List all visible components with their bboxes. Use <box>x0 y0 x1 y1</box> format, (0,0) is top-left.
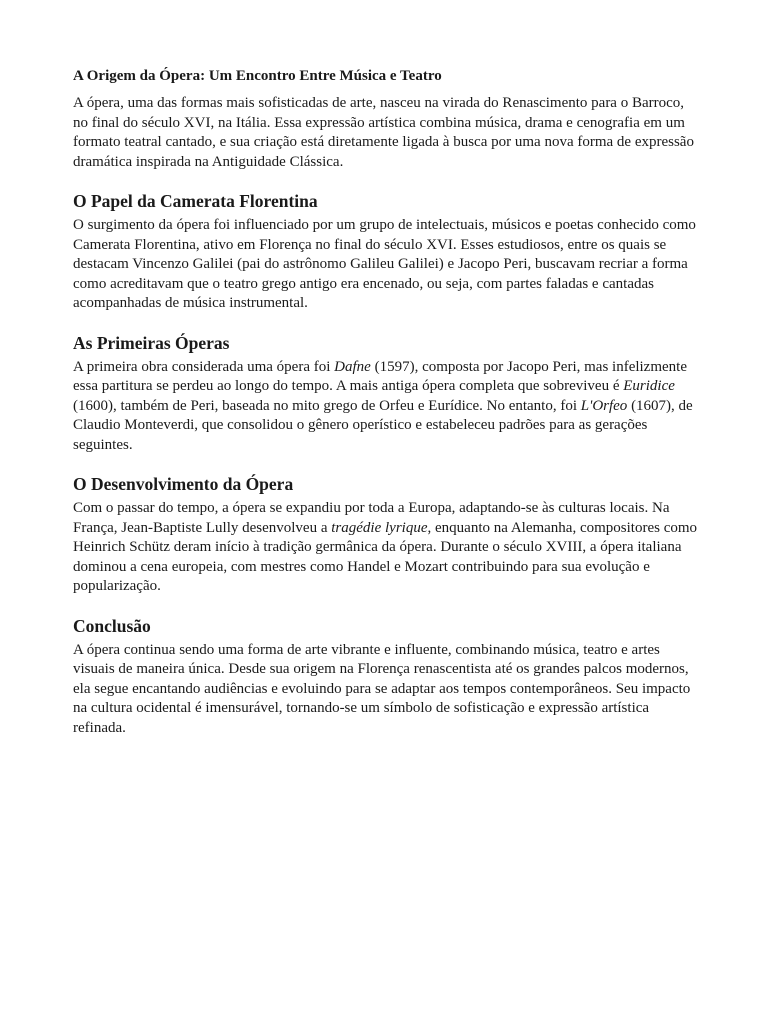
section-heading-conclusao: Conclusão <box>73 615 151 636</box>
genre-tragedie-lyrique: tragédie lyrique <box>331 519 428 536</box>
text-run: A primeira obra considerada uma ópera foi <box>73 358 335 375</box>
text-run: , enquanto na Alemanha, compositores como Heinrich Schütz deram início à tradição germânica da ópera. Durante o século XVIII, a ópera italiana dominou a cena europeia, com mestres como Handel e Mozart contribuindo para sua evolução e popularização. <box>73 519 698 594</box>
intro-paragraph: A ópera, uma das formas mais sofisticadas de arte, nasceu na virada do Renascimento para o Barroco, no final do século XVI, na Itália. Essa expressão artística combina música, drama e cenografia em um formato teatral cantado, e sua criação está diretamente ligada à busca por uma nova forma de expressão dramática inspirada na Antiguidade Clássica. <box>73 95 694 170</box>
section-body-desenvolvimento <box>73 499 698 597</box>
section-heading-desenvolvimento: O Desenvolvimento da Ópera <box>73 474 294 494</box>
text-run: (1597), composta por Jacopo Peri, mas infelizmente essa partitura se perdeu ao longo do tempo. A mais antiga ópera completa que sobreviveu é <box>73 358 687 394</box>
document-title: A Origem da Ópera: Um Encontro Entre Música e Teatro <box>73 68 442 84</box>
section-body-camerata: O surgimento da ópera foi influenciado por um grupo de intelectuais, músicos e poetas conhecido como Camerata Florentina, ativo em Florença no final do século XVI. Esses estudiosos, entre os quais se destacam Vincenzo Galilei (pai do astrônomo Galileu Galilei) e Jacopo Peri, buscavam recriar a forma como acreditavam que o teatro grego antigo era encenado, ou seja, com partes faladas e cantadas acompanhadas de música instrumental. <box>73 217 696 311</box>
text-run: (1600), também de Peri, baseada no mito grego de Orfeu e Eurídice. No entanto, foi <box>73 397 581 414</box>
section-body-primeiras-operas <box>73 358 698 456</box>
text-run: (1607), de Claudio Monteverdi, que consolidou o gênero operístico e estabeleceu padrões para as gerações seguintes. <box>73 397 693 453</box>
opera-title-dafne: Dafne <box>334 358 371 375</box>
opera-title-lorfeo: L'Orfeo <box>580 397 628 414</box>
opera-title-euridice: Euridice <box>623 378 675 394</box>
text-run: Com o passar do tempo, a ópera se expandiu por toda a Europa, adaptando-se às culturas locais. Na França, Jean-Baptiste Lully desenvolveu a <box>73 500 670 536</box>
section-heading-camerata: O Papel da Camerata Florentina <box>73 191 318 211</box>
document-page <box>73 66 698 738</box>
section-heading-primeiras-operas: As Primeiras Óperas <box>73 332 230 353</box>
section-body-conclusao: A ópera continua sendo uma forma de arte vibrante e influente, combinando música, teatro e artes visuais de maneira única. Desde sua origem na Florença renascentista até os grandes palcos modernos, ela segue encantando audiências e evoluindo para se adaptar aos tempos contemporâneos. Seu impacto na cultura ocidental é imensurável, tornando-se um símbolo de sofisticação e expressão artística refinada. <box>73 641 691 736</box>
